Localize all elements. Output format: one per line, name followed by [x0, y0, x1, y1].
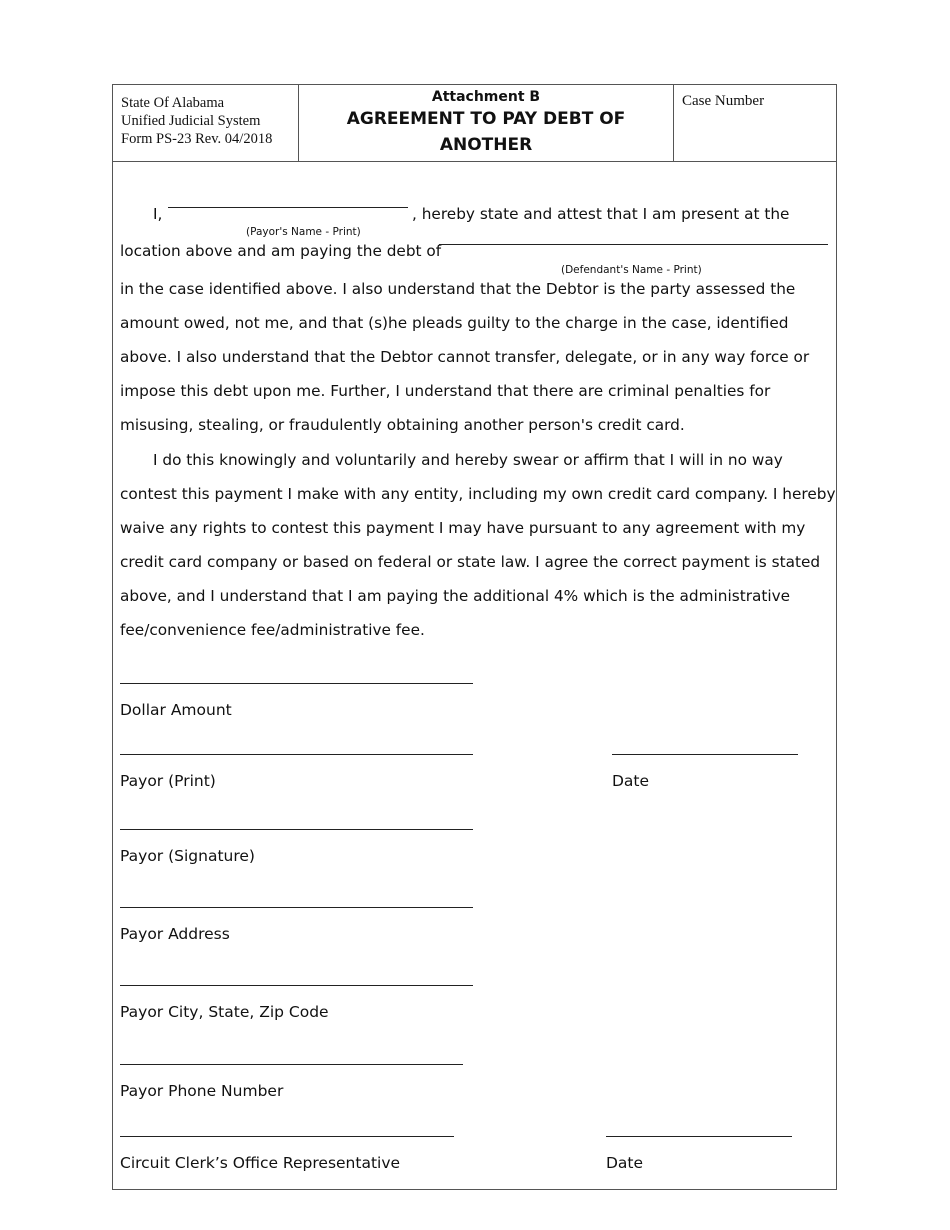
paragraph1-line: amount owed, not me, and that (s)he pleads guilty to the charge in the case, identified: [120, 314, 789, 332]
clerk-rep-label: Circuit Clerk’s Office Representative: [120, 1154, 401, 1172]
debt-of-text: location above and am paying the debt of: [120, 242, 442, 260]
paragraph2-line: I do this knowingly and voluntarily and hereby swear or affirm that I will in no way: [153, 451, 783, 469]
paragraph2-line: credit card company or based on federal or state law. I agree the correct payment is stated: [120, 553, 821, 571]
state-line: State Of Alabama: [121, 95, 225, 111]
form-title-line2: ANOTHER: [439, 135, 533, 155]
date-line[interactable]: [612, 754, 798, 755]
court-info: [113, 85, 299, 161]
form-title-cell: [299, 85, 674, 161]
payor-signature-label: Payor (Signature): [120, 847, 255, 865]
payor-signature-line[interactable]: [120, 829, 473, 830]
payor-print-label: Payor (Print): [120, 772, 216, 790]
form-header: [113, 85, 836, 162]
paragraph2-line: contest this payment I make with any entity, including my own credit card company. I hereby: [120, 485, 836, 503]
payor-name-caption: (Payor's Name - Print): [246, 226, 361, 238]
clerk-rep-line[interactable]: [120, 1136, 454, 1137]
defendant-name-line[interactable]: [439, 244, 828, 245]
system-line: Unified Judicial System: [121, 113, 261, 129]
paragraph2-line: waive any rights to contest this payment I may have pursuant to any agreement with my: [120, 519, 806, 537]
payor-phone-label: Payor Phone Number: [120, 1082, 284, 1100]
form-title-line1: AGREEMENT TO PAY DEBT OF: [346, 109, 626, 129]
payor-name-line[interactable]: [168, 207, 408, 208]
paragraph1-line: in the case identified above. I also understand that the Debtor is the party assessed the: [120, 280, 796, 298]
paragraph1-line: impose this debt upon me. Further, I understand that there are criminal penalties for: [120, 382, 771, 400]
payor-address-line[interactable]: [120, 907, 473, 908]
attachment-label: Attachment B: [431, 89, 541, 105]
case-number-label: Case Number: [682, 93, 765, 109]
case-number-cell[interactable]: [674, 85, 836, 161]
paragraph2-line: above, and I understand that I am paying the additional 4% which is the administrative: [120, 587, 791, 605]
paragraph1-line: above. I also understand that the Debtor cannot transfer, delegate, or in any way force or: [120, 348, 810, 366]
paragraph2-line: fee/convenience fee/administrative fee.: [120, 621, 425, 639]
clerk-date-line[interactable]: [606, 1136, 792, 1137]
date-label: Date: [612, 772, 650, 790]
payor-lead: I,: [153, 205, 163, 223]
defendant-name-caption: (Defendant's Name - Print): [561, 264, 702, 276]
payor-city-label: Payor City, State, Zip Code: [120, 1003, 329, 1021]
paragraph1-line: misusing, stealing, or fraudulently obtaining another person's credit card.: [120, 416, 685, 434]
clerk-date-label: Date: [606, 1154, 644, 1172]
payor-address-label: Payor Address: [120, 925, 230, 943]
dollar-amount-label: Dollar Amount: [120, 701, 232, 719]
payor-city-line[interactable]: [120, 985, 473, 986]
payor-phone-line[interactable]: [120, 1064, 463, 1065]
dollar-amount-line[interactable]: [120, 683, 473, 684]
form-number-line: Form PS-23 Rev. 04/2018: [121, 131, 273, 147]
payor-print-line[interactable]: [120, 754, 473, 755]
attest-text: , hereby state and attest that I am present at the: [412, 205, 790, 223]
